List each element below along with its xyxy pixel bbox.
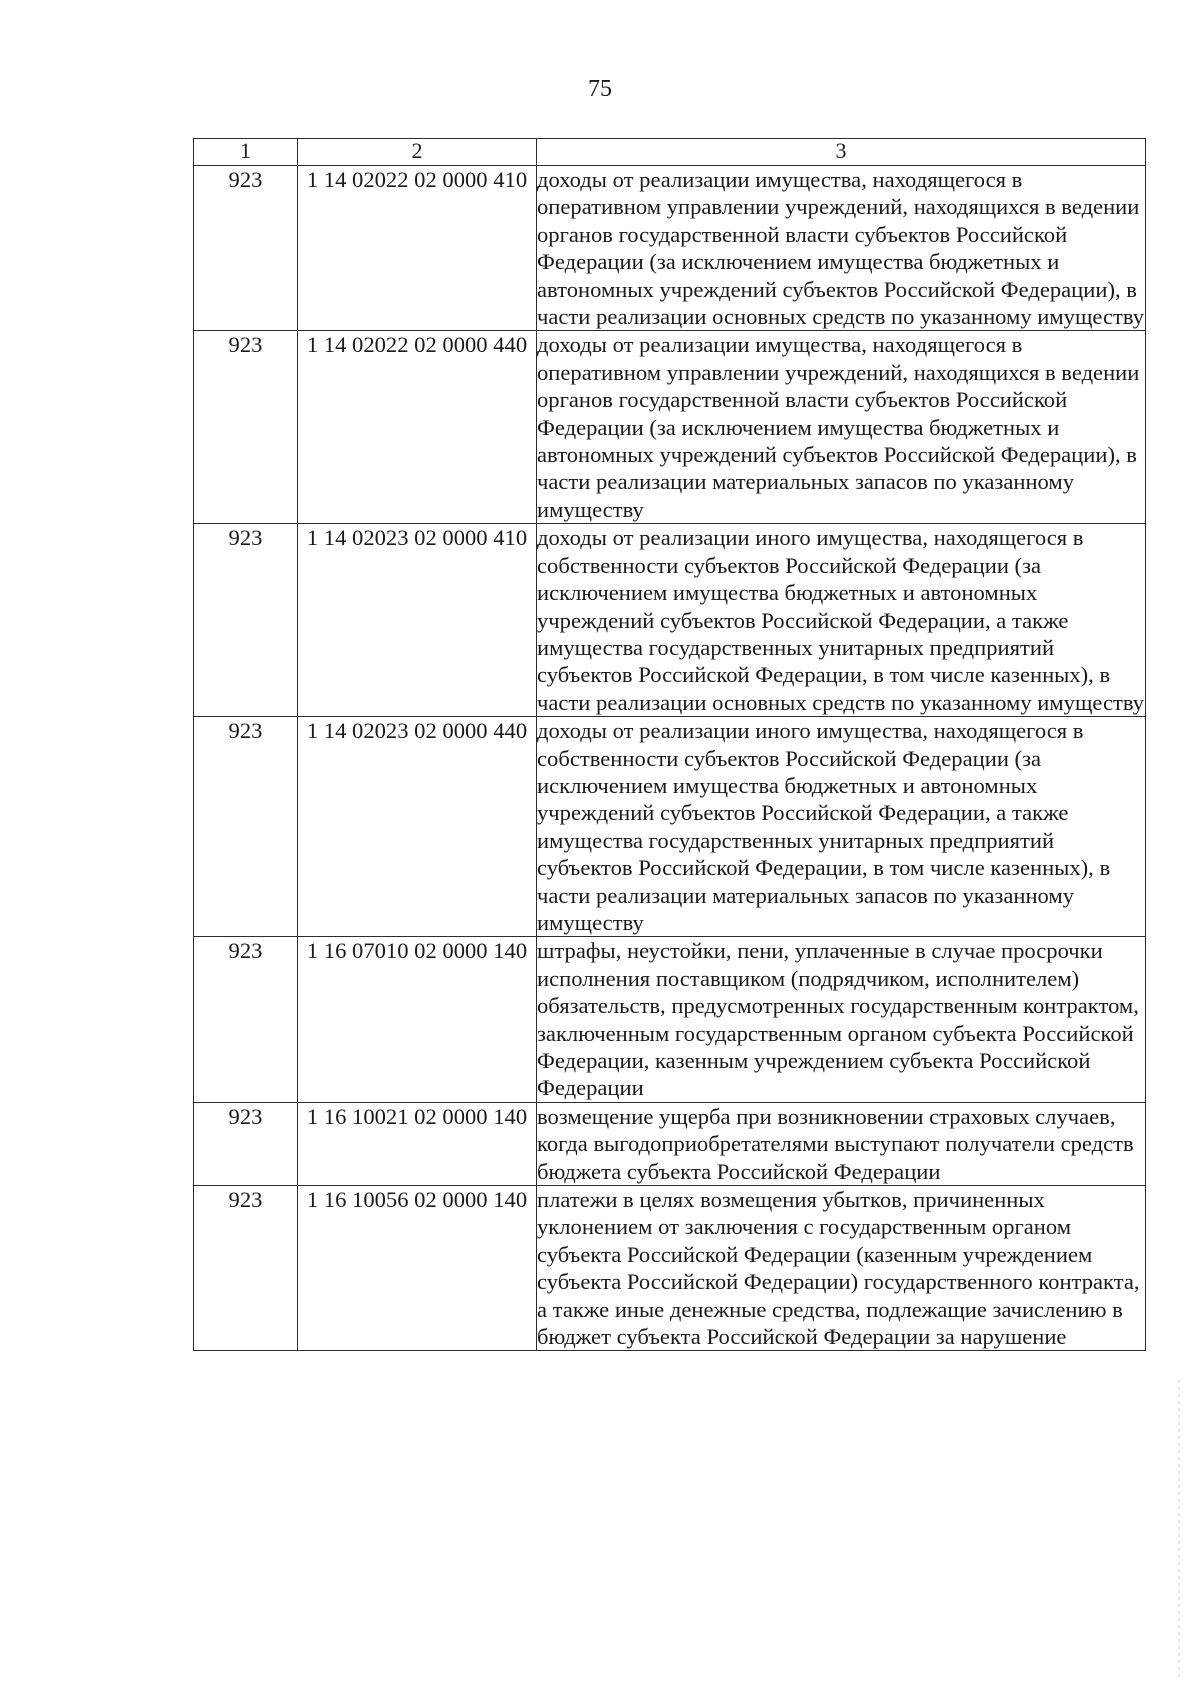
revenue-code-cell: 1 14 02022 02 0000 440 — [298, 331, 537, 524]
revenue-code-cell: 1 16 07010 02 0000 140 — [298, 937, 537, 1102]
description-cell: возмещение ущерба при возникновении страховых случаев, когда выгодоприобретателями выступают получатели средств бюджета субъекта Российской Федерации — [537, 1102, 1146, 1185]
description-cell: штрафы, неустойки, пени, уплаченные в случае просрочки исполнения поставщиком (подрядчиком, исполнителем) обязательств, предусмотренных государственным контрактом, заключенным государственным органом субъекта Российской Федерации, казенным учреждением субъекта Российской Федерации — [537, 937, 1146, 1102]
revenue-code-cell: 1 16 10056 02 0000 140 — [298, 1186, 537, 1351]
revenue-code-cell: 1 14 02023 02 0000 410 — [298, 524, 537, 717]
table-row — [194, 1186, 1146, 1351]
description-cell: доходы от реализации имущества, находящегося в оперативном управлении учреждений, находящихся в ведении органов государственной власти субъектов Российской Федерации (за исключением имущества бюджетных и автономных учреждений субъектов Российской Федерации), в части реализации основных средств по указанному имуществу — [537, 167, 1145, 330]
column-header-2: 2 — [298, 139, 537, 166]
table-header-row — [194, 139, 1146, 166]
description-cell: доходы от реализации имущества, находящегося в оперативном управлении учреждений, находящихся в ведении органов государственной власти субъектов Российской Федерации (за исключением имущества бюджетных и автономных учреждений субъектов Российской Федерации), в части реализации материальных запасов по указанному имуществу — [537, 331, 1146, 524]
admin-code-cell: 923 — [194, 166, 298, 331]
revenue-code-cell: 1 16 10021 02 0000 140 — [298, 1102, 537, 1185]
column-header-3: 3 — [537, 139, 1146, 166]
admin-code-cell: 923 — [194, 1102, 298, 1185]
table-row — [194, 331, 1146, 524]
admin-code-cell: 923 — [194, 937, 298, 1102]
table-row — [194, 717, 1146, 937]
page-number: 75 — [588, 76, 612, 102]
admin-code-cell: 923 — [194, 331, 298, 524]
column-header-1: 1 — [194, 139, 298, 166]
table-row — [194, 166, 1146, 331]
revenue-code-cell: 1 14 02022 02 0000 410 — [298, 166, 537, 331]
scan-artifact — [1178, 1380, 1180, 1680]
budget-codes-table — [193, 138, 1146, 1351]
table-row — [194, 937, 1146, 1102]
description-cell: доходы от реализации иного имущества, находящегося в собственности субъектов Российской Федерации (за исключением имущества бюджетных и автономных учреждений субъектов Российской Федерации, а также имущества государственных унитарных предприятий субъектов Российской Федерации, в том числе казенных), в части реализации материальных запасов по указанному имуществу — [537, 717, 1146, 937]
description-cell: платежи в целях возмещения убытков, причиненных уклонением от заключения с государственным органом субъекта Российской Федерации (казенным учреждением субъекта Российской Федерации) государственного контракта, а также иные денежные средства, подлежащие зачислению в бюджет субъекта Российской Федерации за нарушение — [537, 1186, 1146, 1351]
table-row — [194, 1102, 1146, 1185]
table-row — [194, 524, 1146, 717]
admin-code-cell: 923 — [194, 1186, 298, 1351]
revenue-code-cell: 1 14 02023 02 0000 440 — [298, 717, 537, 937]
admin-code-cell: 923 — [194, 717, 298, 937]
admin-code-cell: 923 — [194, 524, 298, 717]
description-cell: доходы от реализации иного имущества, находящегося в собственности субъектов Российской Федерации (за исключением имущества бюджетных и автономных учреждений субъектов Российской Федерации, а также имущества государственных унитарных предприятий субъектов Российской Федерации, в том числе казенных), в части реализации основных средств по указанному имуществу — [537, 525, 1145, 715]
